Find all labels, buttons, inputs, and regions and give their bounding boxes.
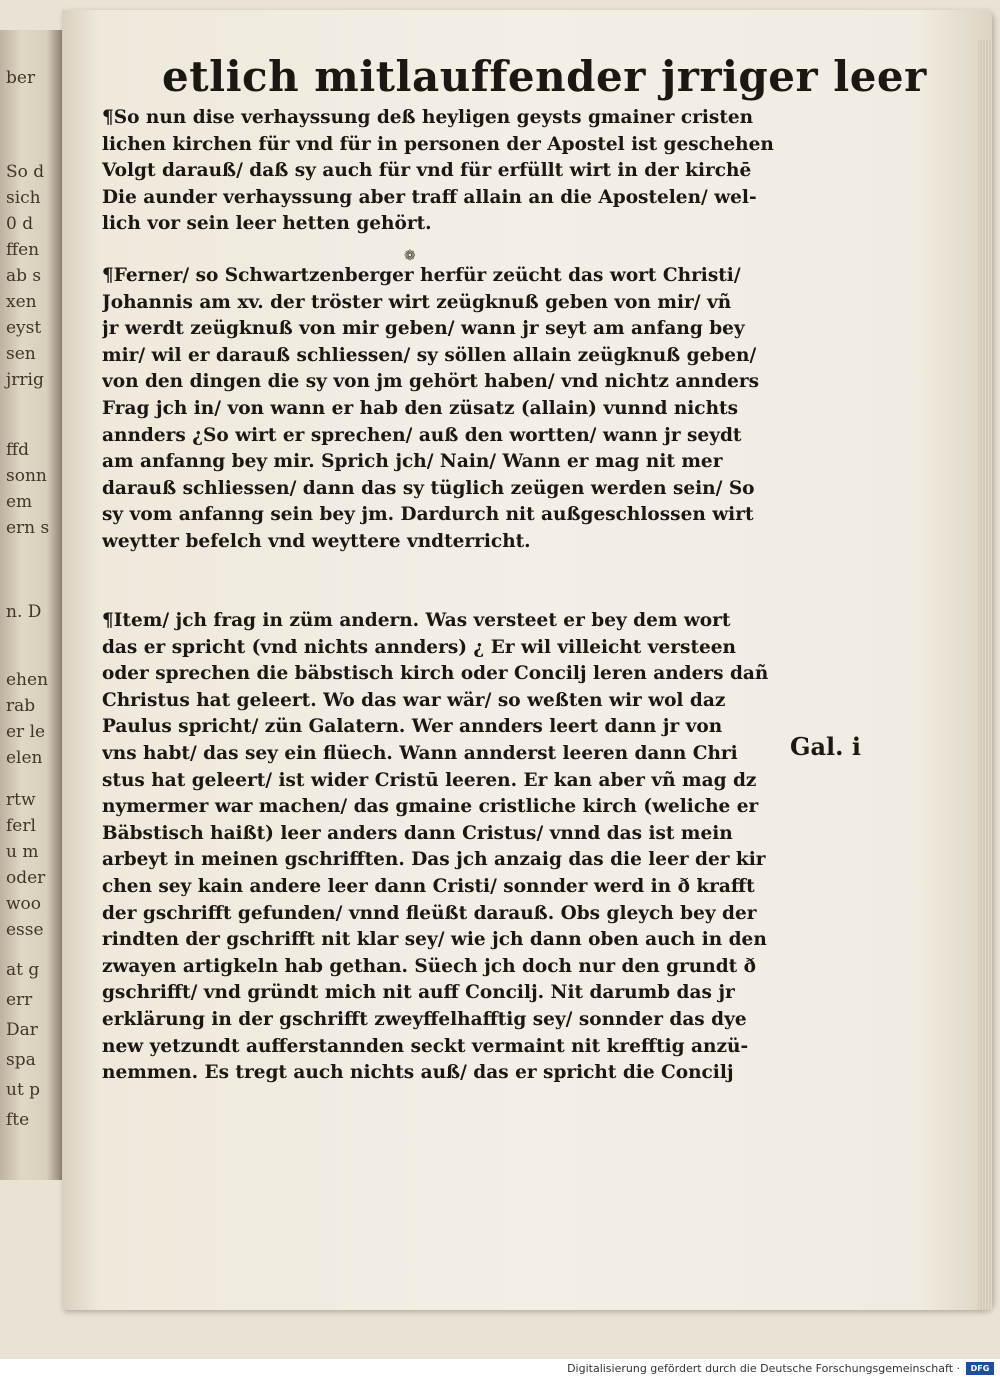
text-line: nemmen. Es tregt auch nichts auß/ das er spricht die Concilj: [102, 1062, 734, 1084]
text-line: mir/ wil er darauß schliessen/ sy söllen allain zeügknuß geben/: [102, 344, 757, 366]
left-fragment: ut p: [6, 1080, 41, 1100]
left-fragment: elen: [6, 748, 43, 768]
text-line: das er spricht (vnd nichts annders) ¿ Er wil villeicht versteen: [102, 636, 736, 658]
left-fragment: em: [6, 492, 33, 512]
text-line: new yetzundt aufferstannden seckt vermaint nit krefftig anzü-: [102, 1035, 749, 1057]
book-page: [62, 10, 992, 1310]
left-fragment: ern s: [6, 518, 50, 538]
left-page-edge: [0, 30, 64, 1180]
text-line: ¶So nun dise verhayssung deß heyligen geysts gmainer cristen: [102, 107, 754, 128]
left-fragment: ffd: [6, 440, 29, 460]
left-fragment: er le: [6, 722, 46, 742]
ornament-icon: ❁: [404, 248, 416, 264]
text-line: jr werdt zeügknuß von mir geben/ wann jr seyt am anfang bey: [102, 318, 745, 340]
left-fragment: ber: [6, 68, 36, 88]
text-line: erklärung in der gschrifft zweyffelhafftig sey/ sonnder das dye: [102, 1008, 747, 1030]
text-line: lich vor sein leer hetten gehört.: [102, 213, 432, 235]
left-fragment: sen: [6, 344, 36, 364]
left-fragment: eyst: [6, 318, 42, 338]
footer-credit: Digitalisierung gefördert durch die Deutsche Forschungsgemeinschaft ·: [567, 1362, 960, 1375]
left-fragment: u m: [6, 842, 39, 862]
margin-note: Gal. i: [790, 732, 861, 761]
text-line: darauß schliessen/ dann das sy tüglich zeügen werden sein/ So: [102, 477, 755, 499]
text-line: Frag jch in/ von wann er hab den züsatz (allain) vunnd nichts: [102, 397, 738, 419]
paragraph-1: [102, 105, 837, 238]
text-line: vns habt/ das sey ein flüech. Wann annderst leeren dann Chri: [102, 742, 738, 764]
left-fragment: fte: [6, 1110, 30, 1130]
text-line: der gschrifft gefunden/ vnnd fleüßt darauß. Obs gleych bey der: [102, 902, 757, 924]
text-line: Christus hat geleert. Wo das war wär/ so weßten wir wol daz: [102, 689, 726, 711]
left-fragment: sich: [6, 188, 41, 208]
text-line: zwayen artigkeln hab gethan. Süech jch doch nur den grundt ð: [102, 955, 756, 977]
text-line: rindten der gschrifft nit klar sey/ wie jch dann oben auch in den: [102, 929, 767, 951]
left-fragment: Dar: [6, 1020, 38, 1040]
text-line: Die aunder verhayssung aber traff allain an die Apostelen/ wel-: [102, 186, 757, 208]
left-fragment: at g: [6, 960, 40, 980]
left-fragment: sonn: [6, 466, 47, 486]
left-fragment: rtw: [6, 790, 36, 810]
footer-bar: [0, 1359, 1000, 1379]
left-fragment: rab: [6, 696, 36, 716]
paragraph-2: [102, 263, 837, 556]
left-fragment: spa: [6, 1050, 36, 1070]
paragraph-3: [102, 608, 837, 1087]
left-fragment: ehen: [6, 670, 49, 690]
text-line: chen sey kain andere leer dann Cristi/ sonnder werd in ð krafft: [102, 875, 755, 897]
text-line: arbeyt in meinen gschrifften. Das jch anzaig das die leer der kir: [102, 849, 766, 871]
text-line: sy vom anfanng sein bey jm. Dardurch nit außgeschlossen wirt: [102, 504, 754, 526]
text-line: von den dingen die sy von jm gehört haben/ vnd nichtz annders: [102, 371, 760, 393]
text-line: Paulus spricht/ zün Galatern. Wer annders leert dann jr von: [102, 716, 723, 738]
left-fragment: xen: [6, 292, 37, 312]
left-fragment: 0 d: [6, 214, 34, 234]
dfg-logo: DFG: [966, 1362, 994, 1375]
left-fragment: ffen: [6, 240, 40, 260]
left-fragment: esse: [6, 920, 44, 940]
text-line: ¶Item/ jch frag in züm andern. Was versteet er bey dem wort: [102, 610, 731, 631]
left-fragment: oder: [6, 868, 46, 888]
left-fragment: n. D: [6, 602, 42, 622]
left-fragment: ferl: [6, 816, 36, 836]
text-line: ¶Ferner/ so Schwartzenberger herfür zeücht das wort Christi/: [102, 265, 741, 286]
text-line: nymermer war machen/ das gmaine cristliche kirch (weliche er: [102, 796, 759, 818]
left-fragment: ab s: [6, 266, 42, 286]
running-title: etlich mitlauffender jrriger leer: [162, 52, 927, 101]
text-line: Johannis am xv. der tröster wirt zeügknuß geben von mir/ vñ: [102, 291, 732, 313]
text-line: lichen kirchen für vnd für in personen der Apostel ist geschehen: [102, 133, 774, 155]
page-edge: [978, 40, 992, 1310]
text-line: Volgt darauß/ daß sy auch für vnd für erfüllt wirt in der kirchē: [102, 160, 752, 182]
left-fragment: woo: [6, 894, 42, 914]
text-line: gschrifft/ vnd gründt mich nit auff Concilj. Nit darumb das jr: [102, 982, 735, 1004]
text-line: weytter befelch vnd weyttere vndterricht.: [102, 530, 531, 552]
left-fragment: jrrig: [6, 370, 44, 390]
text-line: annders ¿So wirt er sprechen/ auß den wortten/ wann jr seydt: [102, 424, 742, 446]
text-line: Bäbstisch haißt) leer anders dann Cristus/ vnnd das ist mein: [102, 822, 733, 844]
text-line: am anfanng bey mir. Sprich jch/ Nain/ Wann er mag nit mer: [102, 451, 723, 473]
left-fragment: err: [6, 990, 33, 1010]
text-line: oder sprechen die bäbstisch kirch oder Concilj leren anders dañ: [102, 663, 769, 685]
left-fragment: So d: [6, 162, 45, 182]
text-line: stus hat geleert/ ist wider Cristū leeren. Er kan aber vñ mag dz: [102, 769, 757, 791]
